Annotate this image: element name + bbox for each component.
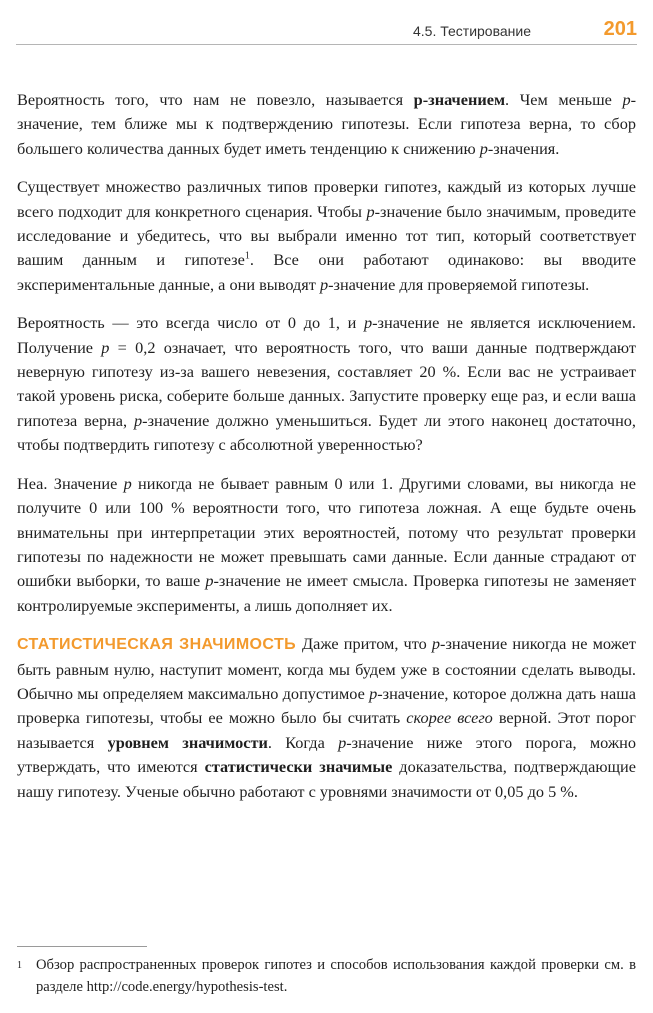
body-text: [17, 88, 636, 818]
text-run: Существует множество различных типов проверки гипотез, каждый из которых лучше всего подходит для конкретного сценария. Чтобы: [17, 177, 636, 221]
text-run: никогда не бывает равным 0 или 1. Другими словами, вы никогда не получите 0 или 100 % вероятности того, что гипотеза ложная. А еще будьте очень внимательны при интерпретации этих вероятностей, потому что результат проверки гипотезы по надежности не может превышать сами данные. Если данные страдают от ошибки выборки, то ваше: [17, 473, 636, 591]
term: уровнем значимости: [107, 732, 268, 752]
term: статистически значимые: [204, 757, 393, 777]
emphasis: p: [134, 410, 143, 430]
emphasis: p: [369, 683, 378, 703]
footnote-reference: 1: [244, 251, 250, 263]
footnote-divider: [17, 946, 147, 947]
emphasis: p: [622, 90, 631, 109]
text-run: . Чем меньше: [505, 90, 623, 109]
text-run: -значение ниже этого порога, можно утверждать, что имеются: [17, 732, 636, 777]
page-number: 201: [603, 18, 637, 40]
text-run: . Когда: [267, 732, 339, 752]
emphasis: скорее всего: [406, 708, 493, 728]
emphasis: p: [205, 571, 214, 591]
emphasis: p: [366, 201, 375, 221]
emphasis: p: [479, 138, 488, 158]
footnote-text: Обзор распространенных проверок гипотез и способов использования каждой проверки см. в разделе http://code.energy/hypothesis-test.: [36, 957, 636, 995]
text-run: Неа. Значение: [17, 473, 124, 493]
section-heading: СТАТИСТИЧЕСКАЯ ЗНАЧИМОСТЬ: [17, 636, 297, 654]
footnote: [17, 955, 636, 998]
text-run: -значение, которое должна дать наша проверка гипотезы, чтобы ее можно было бы считать: [17, 683, 636, 728]
text-run: -значение было значимым, проведите исследование и убедитесь, что вы выбрали именно тот тип, который соответствует вашим данным и гипотезе: [17, 201, 637, 270]
emphasis: p: [319, 274, 329, 294]
text-run: Вероятность — это всегда число от 0 до 1, и: [17, 313, 364, 333]
text-run: -значение для проверяемой гипотезы.: [328, 274, 590, 294]
emphasis: p: [431, 634, 441, 654]
footnote-number: 1: [17, 960, 22, 971]
text-run: -значение, тем ближе мы к подтверждению гипотезы. Если гипотеза верна, то сбор большего количества данных будет иметь тенденцию к снижению: [17, 90, 636, 158]
emphasis: p: [123, 473, 132, 493]
text-run: -значения.: [487, 138, 560, 158]
text-run: -значение должно уменьшиться. Будет ли этого наконец достаточно, чтобы подтвердить гипотезу с абсолютной уверенностью?: [17, 410, 636, 455]
emphasis: p: [101, 337, 110, 357]
text-run: -значение не имеет смысла. Проверка гипотезы не заменяет контролируемые эксперименты, а лишь дополняет их.: [17, 571, 637, 615]
text-run: = 0,2 означает, что вероятность того, что ваши данные подтверждают неверную гипотезу из-за вашего невезения, составляет 20 %. Если вас не устраивает такой уровень риска, соберите больше данных. Запустите проверку еще раз, и если ваша гипотеза верна,: [17, 337, 636, 430]
text-run: Вероятность того, что нам не повезло, называется: [17, 90, 414, 109]
text-run: . Все они работают одинаково: вы вводите экспериментальные данные, а они выводят: [17, 250, 636, 294]
paragraph-5: [17, 632, 636, 804]
paragraph-1: [17, 88, 636, 161]
paragraph-2: [17, 175, 636, 297]
paragraph-3: [17, 311, 636, 457]
page-header: [16, 14, 637, 45]
emphasis: p: [338, 732, 347, 752]
text-run: верной. Этот порог называется: [17, 708, 636, 752]
text-run: доказательства, подтверждающие нашу гипотезу. Ученые обычно работают с уровнями значимости от 0,05 до 5 %.: [17, 757, 636, 801]
paragraph-4: [17, 472, 636, 618]
text-run: -значение не является исключением. Получение: [17, 313, 636, 357]
term: p-значением: [413, 90, 506, 109]
text-run: -значение никогда не может быть равным нулю, наступит момент, когда мы будем уже в состоянии сделать выводы. Обычно мы определяем максимально допустимое: [17, 634, 636, 703]
emphasis: p: [363, 313, 373, 333]
section-title: 4.5. Тестирование: [412, 23, 531, 39]
text-run: Даже притом, что: [302, 634, 432, 654]
